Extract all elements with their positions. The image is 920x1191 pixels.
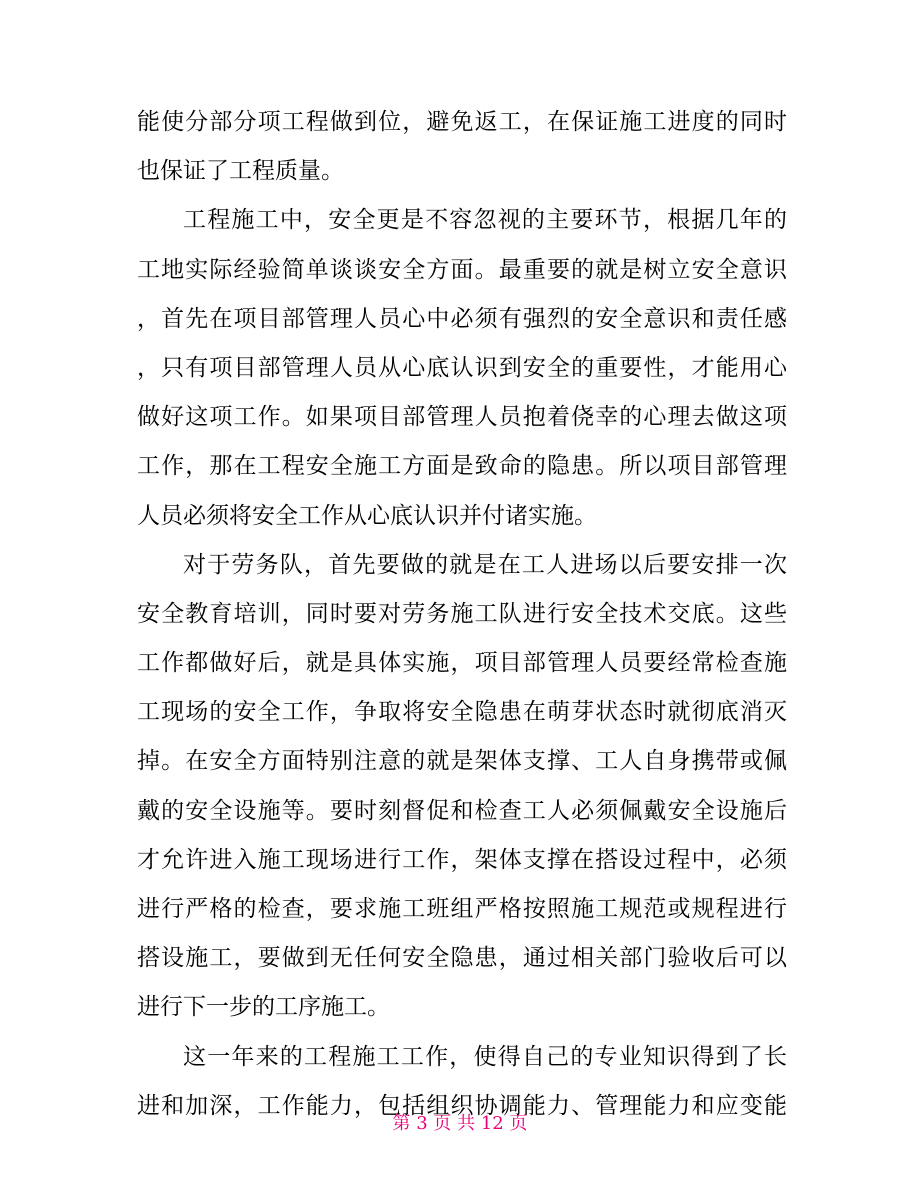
text-line: 进和加深，工作能力，包括组织协调能力、管理能力和应变能: [137, 1092, 787, 1119]
paragraph: [137, 196, 787, 540]
paragraph: [137, 98, 787, 196]
text-line: 掉。在安全方面特别注意的就是架体支撑、工人自身携带或佩: [137, 748, 787, 775]
text-line: 工地实际经验简单谈谈安全方面。最重要的就是树立安全意识: [137, 256, 787, 283]
text-line: ，首先在项目部管理人员心中必须有强烈的安全意识和责任感: [137, 305, 787, 332]
text-line: 进行严格的检查，要求施工班组严格按照施工规范或规程进行: [137, 896, 787, 922]
text-line: 能使分部分项工程做到位，避免返工，在保证施工进度的同时: [137, 109, 787, 135]
text-line: 戴的安全设施等。要时刻督促和检查工人必须佩戴安全设施后: [137, 797, 787, 824]
text-line: 搭设施工，要做到无任何安全隐患，通过相关部门验收后可以: [137, 945, 787, 972]
text-line: ，只有项目部管理人员从心底认识到安全的重要性，才能用心: [137, 354, 787, 381]
text-line: 才允许进入施工现场进行工作，架体支撑在搭设过程中，必须: [137, 846, 787, 873]
text-line: 工作都做好后，就是具体实施，项目部管理人员要经常检查施: [137, 650, 787, 677]
text-line: 对于劳务队，首先要做的就是在工人进场以后要安排一次: [183, 551, 787, 578]
text-line: 工程施工中，安全更是不容忽视的主要环节，根据几年的: [183, 207, 787, 234]
text-line: 做好这项工作。如果项目部管理人员抱着侥幸的心理去做这项: [137, 404, 787, 431]
text-line: 也保证了工程质量。: [137, 158, 344, 185]
text-line: 安全教育培训，同时要对劳务施工队进行安全技术交底。这些: [137, 600, 787, 627]
page-number-footer: 第 3 页 共 12 页: [392, 1113, 528, 1134]
paragraph: [137, 541, 787, 1033]
text-line: 进行下一步的工序施工。: [137, 994, 390, 1021]
text-line: 工作，那在工程安全施工方面是致命的隐患。所以项目部管理: [137, 453, 787, 480]
text-line: 人员必须将安全工作从心底认识并付诸实施。: [137, 502, 597, 529]
text-line: 这一年来的工程施工工作，使得自己的专业知识得到了长: [183, 1043, 787, 1070]
text-line: 工现场的安全工作，争取将安全隐患在萌芽状态时就彻底消灭: [137, 699, 787, 726]
document-body: [137, 98, 787, 1131]
